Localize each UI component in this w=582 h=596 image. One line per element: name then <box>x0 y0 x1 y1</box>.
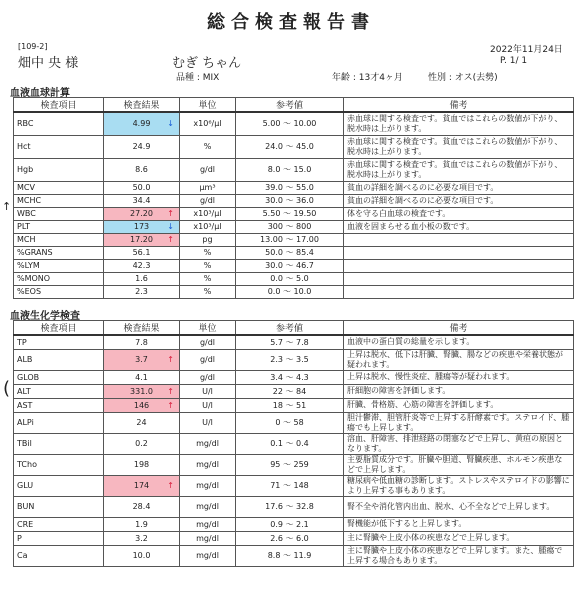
result-text: 17.20 <box>130 235 153 244</box>
test-unit: g/dl <box>180 335 236 349</box>
result-value <box>107 355 176 364</box>
result-value <box>107 142 176 151</box>
result-value <box>107 196 176 205</box>
test-note <box>344 285 574 298</box>
reference-range: 30.0 ～ 36.0 <box>236 194 344 207</box>
reference-range: 71 ～ 148 <box>236 475 344 496</box>
test-unit: mg/dl <box>180 545 236 566</box>
test-unit: % <box>180 246 236 259</box>
test-result <box>104 272 180 285</box>
test-item-name: TCho <box>14 454 104 475</box>
result-value <box>107 439 176 448</box>
test-result <box>104 398 180 412</box>
test-note <box>344 272 574 285</box>
result-text: 3.7 <box>135 355 148 364</box>
table-row <box>14 496 574 517</box>
test-result <box>104 259 180 272</box>
table-row <box>14 233 574 246</box>
test-note: 上昇は脱水、低下は肝臓、腎臓、腸などの疾患や栄養状態が疑われます。 <box>344 349 574 370</box>
test-unit: U/l <box>180 384 236 398</box>
reference-range: 0.9 ～ 2.1 <box>236 517 344 531</box>
test-note: 血液中の蛋白質の総量を示します。 <box>344 335 574 349</box>
col-header-result: 検査結果 <box>104 98 180 113</box>
owner-name: 畑中 央 様 <box>18 56 79 71</box>
reference-range: 95 ～ 259 <box>236 454 344 475</box>
cbc-table <box>13 97 574 299</box>
test-note: 血液を固まらせる血小板の数です。 <box>344 220 574 233</box>
result-text: 146 <box>133 400 150 410</box>
result-text: 4.99 <box>132 119 151 129</box>
test-note: 貧血の詳細を調べるのに必要な項目です。 <box>344 181 574 194</box>
result-value <box>107 261 176 270</box>
table-row <box>14 194 574 207</box>
arrow-up-icon: ↑ <box>167 400 174 410</box>
reference-range: 0.0 ～ 10.0 <box>236 285 344 298</box>
test-item-name: TBil <box>14 433 104 454</box>
cbc-section-title: 血液血球計算 <box>10 88 70 99</box>
result-text: 2.3 <box>135 287 148 296</box>
result-value <box>107 338 176 347</box>
arrow-up-icon: ↑ <box>167 481 174 490</box>
result-value <box>107 183 176 192</box>
test-unit: pg <box>180 233 236 246</box>
table-row <box>14 384 574 398</box>
test-result <box>104 349 180 370</box>
result-text: 50.0 <box>132 183 151 192</box>
reference-range: 2.3 ～ 3.5 <box>236 349 344 370</box>
table-row <box>14 220 574 233</box>
result-value <box>107 373 176 382</box>
chem-section-title: 血液生化学検査 <box>10 311 80 322</box>
test-note <box>344 259 574 272</box>
arrow-down-icon: ↓ <box>167 222 174 231</box>
test-note: 腎機能が低下すると上昇します。 <box>344 517 574 531</box>
result-value <box>107 235 176 244</box>
test-unit: x10³/μl <box>180 207 236 220</box>
reference-range: 3.4 ～ 4.3 <box>236 370 344 384</box>
test-unit: % <box>180 259 236 272</box>
result-value <box>107 222 176 231</box>
test-result <box>104 545 180 566</box>
result-value <box>107 401 176 410</box>
reference-range: 5.50 ～ 19.50 <box>236 207 344 220</box>
result-text: 174 <box>133 481 150 490</box>
test-item-name: %GRANS <box>14 246 104 259</box>
result-text: 198 <box>133 460 150 469</box>
result-value <box>107 119 176 128</box>
table-row <box>14 285 574 298</box>
result-text: 1.6 <box>135 274 148 283</box>
result-value <box>107 248 176 257</box>
result-text: 173 <box>133 222 150 231</box>
reference-range: 18 ～ 51 <box>236 398 344 412</box>
result-text: 27.20 <box>130 209 153 218</box>
reference-range: 0 ～ 58 <box>236 412 344 433</box>
test-item-name: ALPi <box>14 412 104 433</box>
result-value <box>107 534 176 543</box>
result-value <box>107 418 176 427</box>
test-note: 上昇は脱水、慢性炎症、腫瘍等が疑われます。 <box>344 370 574 384</box>
test-item-name: Hct <box>14 135 104 158</box>
result-text: 24 <box>136 418 147 427</box>
test-item-name: %LYM <box>14 259 104 272</box>
result-text: 4.1 <box>135 372 148 382</box>
col-header-ref: 参考値 <box>236 98 344 113</box>
test-item-name: GLU <box>14 475 104 496</box>
test-unit: x10⁶/μl <box>180 112 236 135</box>
test-result <box>104 454 180 475</box>
table-row <box>14 517 574 531</box>
result-value <box>107 274 176 283</box>
breed: 品種 : MIX <box>176 73 220 83</box>
test-unit: g/dl <box>180 370 236 384</box>
test-unit: g/dl <box>180 349 236 370</box>
table-row <box>14 454 574 475</box>
table-row <box>14 531 574 545</box>
result-value <box>107 551 176 560</box>
table-row <box>14 158 574 181</box>
reference-range: 24.0 ～ 45.0 <box>236 135 344 158</box>
col-header-item: 検査項目 <box>14 321 104 336</box>
result-text: 24.9 <box>132 142 151 151</box>
test-note: 主に腎臓や上皮小体の疾患などで上昇します。 <box>344 531 574 545</box>
result-value <box>107 209 176 218</box>
table-row <box>14 475 574 496</box>
result-value <box>107 520 176 529</box>
test-item-name: %MONO <box>14 272 104 285</box>
reference-range: 50.0 ～ 85.4 <box>236 246 344 259</box>
test-note: 赤血球に関する検査です。貧血ではこれらの数値が下がり、脱水時は上がります。 <box>344 158 574 181</box>
test-result <box>104 384 180 398</box>
table-row <box>14 246 574 259</box>
test-note: 胆汁鬱滞、胆管肝炎等で上昇する肝酵素です。ステロイド、腫瘍でも上昇します。 <box>344 412 574 433</box>
test-unit: % <box>180 285 236 298</box>
test-result <box>104 531 180 545</box>
test-result <box>104 233 180 246</box>
test-item-name: ALB <box>14 349 104 370</box>
result-value <box>107 502 176 511</box>
test-item-name: Hgb <box>14 158 104 181</box>
table-row <box>14 207 574 220</box>
result-text: 3.2 <box>135 533 148 543</box>
table-row <box>14 135 574 158</box>
reference-range: 2.6 ～ 6.0 <box>236 531 344 545</box>
test-result <box>104 517 180 531</box>
test-result <box>104 112 180 135</box>
result-value <box>107 460 176 469</box>
handwritten-arrow-mark: ↑ <box>2 200 12 213</box>
arrow-up-icon: ↑ <box>167 386 174 396</box>
test-item-name: AST <box>14 398 104 412</box>
test-note: 主に腎臓や上皮小体の疾患などで上昇します。また、腫瘍で上昇する場合もあります。 <box>344 545 574 566</box>
result-text: 10.0 <box>132 551 151 560</box>
arrow-up-icon: ↑ <box>167 355 174 364</box>
test-unit: μm³ <box>180 181 236 194</box>
col-header-unit: 単位 <box>180 321 236 336</box>
test-result <box>104 433 180 454</box>
test-result <box>104 475 180 496</box>
age: 年齢 : 13才4ヶ月 <box>332 73 403 83</box>
report-code: [109-2] <box>18 42 48 51</box>
col-header-note: 備考 <box>344 321 574 336</box>
result-text: 56.1 <box>132 248 151 257</box>
arrow-up-icon: ↑ <box>167 235 174 244</box>
chem-table <box>13 320 574 567</box>
test-result <box>104 335 180 349</box>
reference-range: 39.0 ～ 55.0 <box>236 181 344 194</box>
test-result <box>104 246 180 259</box>
sex: 性別 : オス(去勢) <box>428 73 498 83</box>
report-title: 総合検査報告書 <box>207 12 375 33</box>
test-item-name: RBC <box>14 112 104 135</box>
test-unit: mg/dl <box>180 531 236 545</box>
test-item-name: ALT <box>14 384 104 398</box>
col-header-note: 備考 <box>344 98 574 113</box>
table-row <box>14 181 574 194</box>
reference-range: 17.6 ～ 32.8 <box>236 496 344 517</box>
test-unit: mg/dl <box>180 517 236 531</box>
test-unit: mg/dl <box>180 496 236 517</box>
col-header-item: 検査項目 <box>14 98 104 113</box>
result-value <box>107 387 176 396</box>
test-unit: % <box>180 135 236 158</box>
test-result <box>104 496 180 517</box>
result-value <box>107 165 176 174</box>
test-item-name: MCV <box>14 181 104 194</box>
test-item-name: Ca <box>14 545 104 566</box>
test-item-name: MCHC <box>14 194 104 207</box>
table-row <box>14 335 574 349</box>
test-item-name: PLT <box>14 220 104 233</box>
test-note: 主要脂質成分です。肝臓や胆道、腎臓疾患、ホルモン疾患などで上昇します。 <box>344 454 574 475</box>
test-note: 糖尿病や低血糖の診断します。ストレスやステロイドの影響により上昇する事もあります。 <box>344 475 574 496</box>
test-result <box>104 370 180 384</box>
test-item-name: %EOS <box>14 285 104 298</box>
result-value <box>107 481 176 490</box>
reference-range: 8.8 ～ 11.9 <box>236 545 344 566</box>
test-result <box>104 158 180 181</box>
table-row <box>14 433 574 454</box>
test-result <box>104 220 180 233</box>
test-unit: U/l <box>180 412 236 433</box>
test-result <box>104 181 180 194</box>
result-text: 1.9 <box>135 519 148 529</box>
reference-range: 22 ～ 84 <box>236 384 344 398</box>
table-row <box>14 349 574 370</box>
test-unit: U/l <box>180 398 236 412</box>
test-item-name: MCH <box>14 233 104 246</box>
result-text: 331.0 <box>130 386 153 396</box>
pet-name: むぎ ちゃん <box>172 56 242 71</box>
test-result <box>104 285 180 298</box>
report-date: 2022年11月24日 <box>490 45 563 55</box>
test-result <box>104 412 180 433</box>
result-text: 34.4 <box>132 196 151 205</box>
table-row <box>14 412 574 433</box>
result-text: 28.4 <box>132 502 151 511</box>
table-row <box>14 398 574 412</box>
reference-range: 300 ～ 800 <box>236 220 344 233</box>
reference-range: 5.7 ～ 7.8 <box>236 335 344 349</box>
test-note: 肝臓、骨格筋、心筋の障害を評価します。 <box>344 398 574 412</box>
test-unit: % <box>180 272 236 285</box>
test-item-name: CRE <box>14 517 104 531</box>
result-text: 7.8 <box>135 337 148 347</box>
reference-range: 30.0 ～ 46.7 <box>236 259 344 272</box>
table-row <box>14 259 574 272</box>
test-note: 溶血、肝障害、排泄経路の閉塞などで上昇し、黄疸の原因となります。 <box>344 433 574 454</box>
test-result <box>104 194 180 207</box>
page-number: P. 1/ 1 <box>500 56 528 66</box>
test-unit: g/dl <box>180 158 236 181</box>
col-header-ref: 参考値 <box>236 321 344 336</box>
reference-range: 8.0 ～ 15.0 <box>236 158 344 181</box>
test-note: 赤血球に関する検査です。貧血ではこれらの数値が下がり、脱水時は上がります。 <box>344 135 574 158</box>
test-result <box>104 135 180 158</box>
table-row <box>14 112 574 135</box>
test-unit: mg/dl <box>180 475 236 496</box>
table-row <box>14 545 574 566</box>
test-note: 赤血球に関する検査です。貧血ではこれらの数値が下がり、脱水時は上がります。 <box>344 112 574 135</box>
test-item-name: TP <box>14 335 104 349</box>
reference-range: 13.00 ～ 17.00 <box>236 233 344 246</box>
result-text: 0.2 <box>135 439 148 448</box>
test-note: 腎不全や消化管内出血、脱水、心不全などで上昇します。 <box>344 496 574 517</box>
test-note <box>344 233 574 246</box>
test-item-name: GLOB <box>14 370 104 384</box>
test-unit: x10³/μl <box>180 220 236 233</box>
test-note: 肝細胞の障害を評価します。 <box>344 384 574 398</box>
test-item-name: P <box>14 531 104 545</box>
arrow-up-icon: ↑ <box>167 209 174 218</box>
test-note: 体を守る白血球の検査です。 <box>344 207 574 220</box>
test-item-name: BUN <box>14 496 104 517</box>
reference-range: 0.0 ～ 5.0 <box>236 272 344 285</box>
test-item-name: WBC <box>14 207 104 220</box>
reference-range: 5.00 ～ 10.00 <box>236 112 344 135</box>
test-result <box>104 207 180 220</box>
result-text: 8.6 <box>135 165 148 174</box>
test-unit: mg/dl <box>180 433 236 454</box>
reference-range: 0.1 ～ 0.4 <box>236 433 344 454</box>
col-header-result: 検査結果 <box>104 321 180 336</box>
test-note <box>344 246 574 259</box>
test-note: 貧血の詳細を調べるのに必要な項目です。 <box>344 194 574 207</box>
handwritten-bracket-mark: ( <box>3 378 11 399</box>
test-unit: g/dl <box>180 194 236 207</box>
result-value <box>107 287 176 296</box>
table-row <box>14 370 574 384</box>
result-text: 42.3 <box>132 261 151 270</box>
table-row <box>14 272 574 285</box>
arrow-down-icon: ↓ <box>167 119 174 129</box>
col-header-unit: 単位 <box>180 98 236 113</box>
test-unit: mg/dl <box>180 454 236 475</box>
